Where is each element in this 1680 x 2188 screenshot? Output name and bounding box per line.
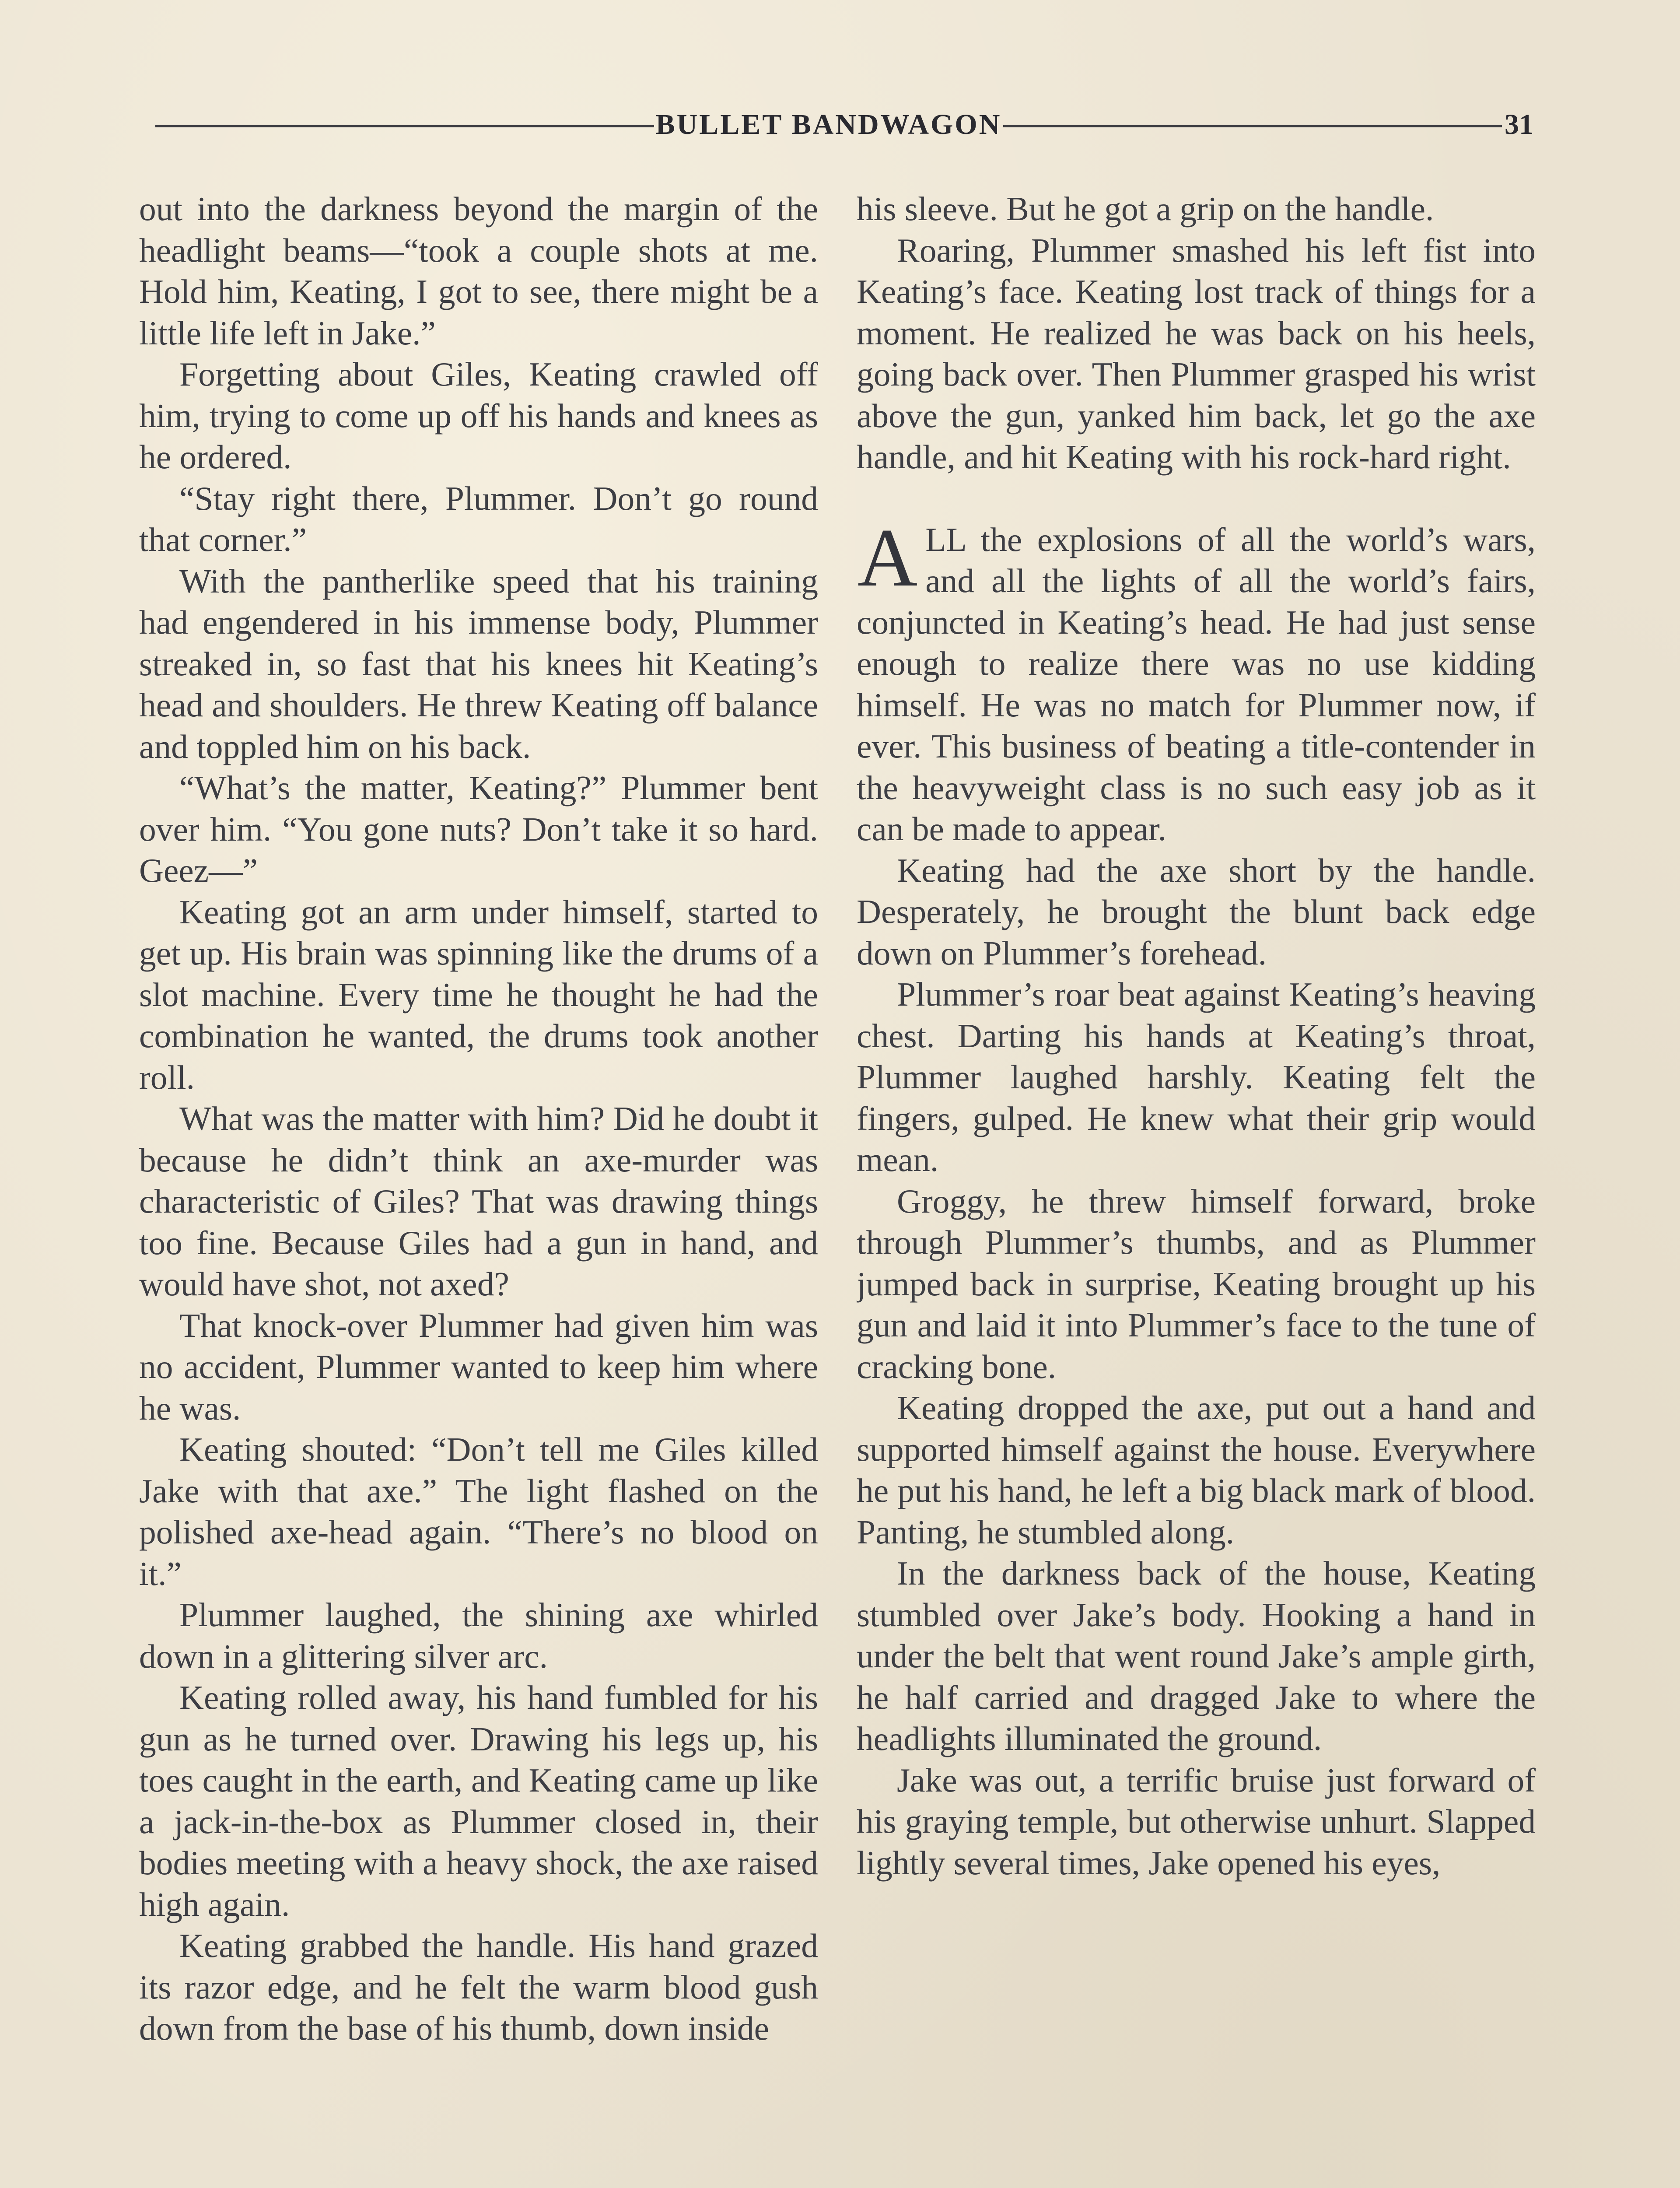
paragraph: Keating rolled away, his hand fumbled for his gun as he turned over. Drawing his legs up, his toes caught in the earth, and Keating came up like a jack-in-the-box as Plummer closed in, their bodies meeting with a heavy shock, the axe raised high again. bbox=[139, 1679, 818, 1923]
header-rule-right bbox=[1003, 125, 1502, 127]
paragraph: In the darkness back of the house, Keating stumbled over Jake’s body. Hooking a hand in under the belt that went round Jake’s ample girth, he half carried and dragged Jake to where the headlights illuminated the ground. bbox=[857, 1554, 1536, 1757]
paragraph: What was the matter with him? Did he doubt it because he didn’t think an axe-murder was characteristic of Giles? That was drawing things too fine. Because Giles had a gun in hand, and would have shot, not axed? bbox=[139, 1100, 818, 1303]
paragraph: his sleeve. But he got a grip on the handle. bbox=[857, 190, 1434, 228]
paragraph: Forgetting about Giles, Keating crawled off him, trying to come up off his hands and knees as he ordered. bbox=[139, 355, 818, 476]
paragraph: Keating dropped the axe, put out a hand and supported himself against the house. Everywhere he put his hand, he left a big black mark of blood. Panting, he stumbled along. bbox=[857, 1389, 1536, 1551]
paragraph: Keating got an arm under himself, started to get up. His brain was spinning like the drums of a slot machine. Every time he thought he had the combination he wanted, the drums took another roll. bbox=[139, 893, 818, 1096]
paragraph: Groggy, he threw himself forward, broke through Plummer’s thumbs, and as Plummer jumped back in surprise, Keating brought up his gun and laid it into Plummer’s face to the tune of cracking bone. bbox=[857, 1182, 1536, 1385]
paragraph: Plummer laughed, the shining axe whirled down in a glittering silver arc. bbox=[139, 1596, 818, 1675]
paragraph: “What’s the matter, Keating?” Plummer bent over him. “You gone nuts? Don’t take it so hard. Geez—” bbox=[139, 769, 818, 889]
section-opening-text: LL the explosions of all the world’s wars, and all the lights of all the world’s fairs, conjuncted in Keating’s head. He had just sense enough to realize there was no use kidding himself. He was no match for Plummer now, if ever. This business of beating a title-contender in the heavyweight class is no such easy job as it can be made to appear. bbox=[857, 520, 1536, 848]
right-column bbox=[857, 188, 1536, 2188]
section-opening-paragraph bbox=[857, 512, 1536, 850]
paragraph: With the pantherlike speed that his training had engendered in his immense body, Plummer streaked in, so fast that his knees hit Keating’s head and shoulders. He threw Keating off balance and toppled him on his back. bbox=[139, 562, 818, 765]
paragraph: “Stay right there, Plummer. Don’t go round that corner.” bbox=[139, 479, 818, 558]
paragraph: That knock-over Plummer had given him was no accident, Plummer wanted to keep him where he was. bbox=[139, 1306, 818, 1427]
paragraph: Roaring, Plummer smashed his left fist into Keating’s face. Keating lost track of things for a moment. He realized he was back on his heels, going back over. Then Plummer grasped his wrist above the gun, yanked him back, let go the axe handle, and hit Keating with his rock-hard right. bbox=[857, 231, 1536, 476]
header-rule-left bbox=[155, 125, 654, 127]
paragraph: Jake was out, a terrific bruise just forward of his graying temple, but otherwise unhurt. Slapped lightly several times, Jake opened his eyes, bbox=[857, 1761, 1536, 1882]
paragraph: Keating grabbed the handle. His hand grazed its razor edge, and he felt the warm blood gush down from the base of his thumb, down inside bbox=[139, 1927, 818, 2047]
paragraph: Plummer’s roar beat against Keating’s heaving chest. Darting his hands at Keating’s throat, Plummer laughed harshly. Keating felt the fingers, gulped. He knew what their grip would mean. bbox=[857, 975, 1536, 1178]
paragraph: Keating had the axe short by the handle. Desperately, he brought the blunt back edge down on Plummer’s forehead. bbox=[857, 851, 1536, 972]
paragraph: out into the darkness beyond the margin of the headlight beams—“took a couple shots at me. Hold him, Keating, I got to see, there might be a little life left in Jake.” bbox=[139, 190, 818, 352]
paragraph: Keating shouted: “Don’t tell me Giles killed Jake with that axe.” The light flashed on the polished axe-head again. “There’s no blood on it.” bbox=[139, 1431, 818, 1592]
header-title: BULLET BANDWAGON bbox=[655, 109, 1002, 140]
drop-cap: A bbox=[858, 512, 918, 604]
running-header bbox=[155, 105, 1533, 144]
left-column bbox=[139, 188, 818, 2188]
page-number: 31 bbox=[1505, 109, 1533, 140]
